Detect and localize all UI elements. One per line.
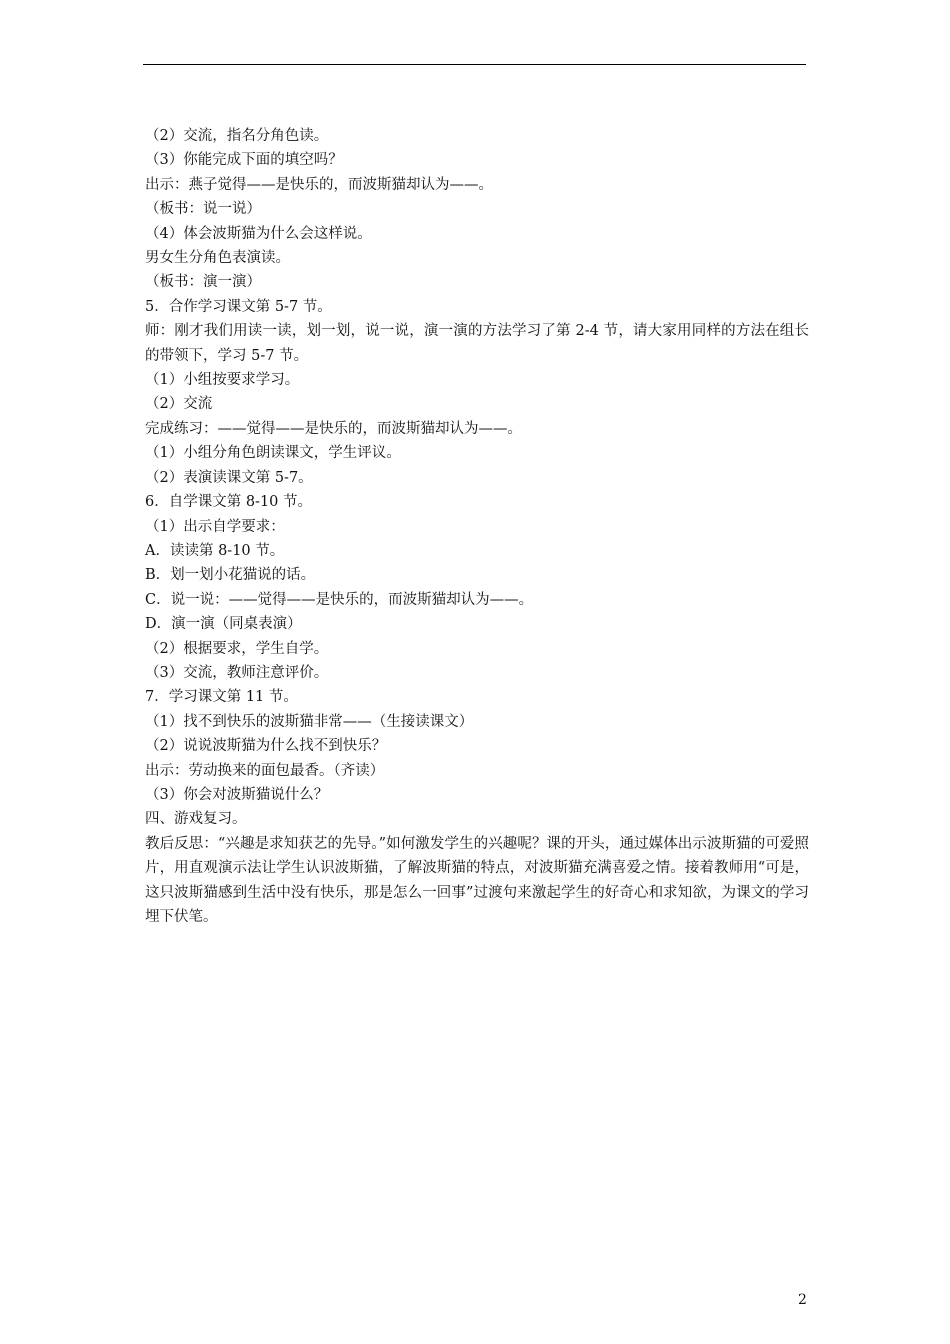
text-line: （1）小组分角色朗读课文，学生评议。 — [145, 445, 401, 462]
teacher-paragraph: 师：刚才我们用读一读，划一划，说一说，演一演的方法学习了第 2-4 节，请大家用同样的方法在组长的带领下，学习 5-7 节。 — [145, 323, 809, 364]
text-line: （2）表演读课文第 5-7。 — [145, 469, 313, 486]
header-rule — [143, 64, 806, 65]
text-line: 男女生分角色表演读。 — [145, 250, 290, 267]
text-line: （2）交流 — [145, 396, 213, 413]
text-line: （3）交流，教师注意评价。 — [145, 664, 329, 681]
text-line: A．读读第 8-10 节。 — [145, 542, 285, 559]
text-line: （1）找不到快乐的波斯猫非常——（生接读课文） — [145, 713, 474, 730]
text-line: （1）小组按要求学习。 — [145, 372, 300, 389]
text-line: （2）根据要求，学生自学。 — [145, 640, 329, 657]
text-line: D．演一演（同桌表演） — [145, 616, 302, 633]
document-body — [145, 124, 809, 929]
text-line: （1）出示自学要求： — [145, 518, 285, 535]
text-line: （板书：说一说） — [145, 201, 261, 218]
text-line: （板书：演一演） — [145, 274, 261, 291]
text-line: 出示：燕子觉得——是快乐的，而波斯猫却认为——。 — [145, 176, 493, 193]
text-line: （2）交流，指名分角色读。 — [145, 128, 329, 144]
section-heading: 四、游戏复习。 — [145, 811, 247, 828]
section-heading: 5．合作学习课文第 5-7 节。 — [145, 298, 332, 315]
text-line: （3）你会对波斯猫说什么？ — [145, 786, 329, 803]
reflection-paragraph: 教后反思：“兴趣是求知获艺的先导。”如何激发学生的兴趣呢？课的开头，通过媒体出示波斯猫的可爱照片，用直观演示法让学生认识波斯猫，了解波斯猫的特点，对波斯猫充满喜爱之情。接着教师用“可是，这只波斯猫感到生活中没有快乐，那是怎么一回事”过渡句来激起学生的好奇心和求知欲，为课文的学习埋下伏笔。 — [145, 835, 809, 925]
text-line: B．划一划小花猫说的话。 — [145, 567, 316, 584]
text-line: （4）体会波斯猫为什么会这样说。 — [145, 225, 372, 242]
text-line: （3）你能完成下面的填空吗？ — [145, 152, 343, 169]
section-heading: 6．自学课文第 8-10 节。 — [145, 494, 313, 511]
text-line: C．说一说：——觉得——是快乐的，而波斯猫却认为——。 — [145, 591, 534, 608]
section-heading: 7．学习课文第 11 节。 — [145, 689, 298, 706]
page-number: 2 — [798, 1292, 807, 1308]
text-line: 完成练习：——觉得——是快乐的，而波斯猫却认为——。 — [145, 420, 522, 437]
text-line: （2）说说波斯猫为什么找不到快乐？ — [145, 738, 387, 755]
text-line: 出示：劳动换来的面包最香。（齐读） — [145, 762, 385, 779]
